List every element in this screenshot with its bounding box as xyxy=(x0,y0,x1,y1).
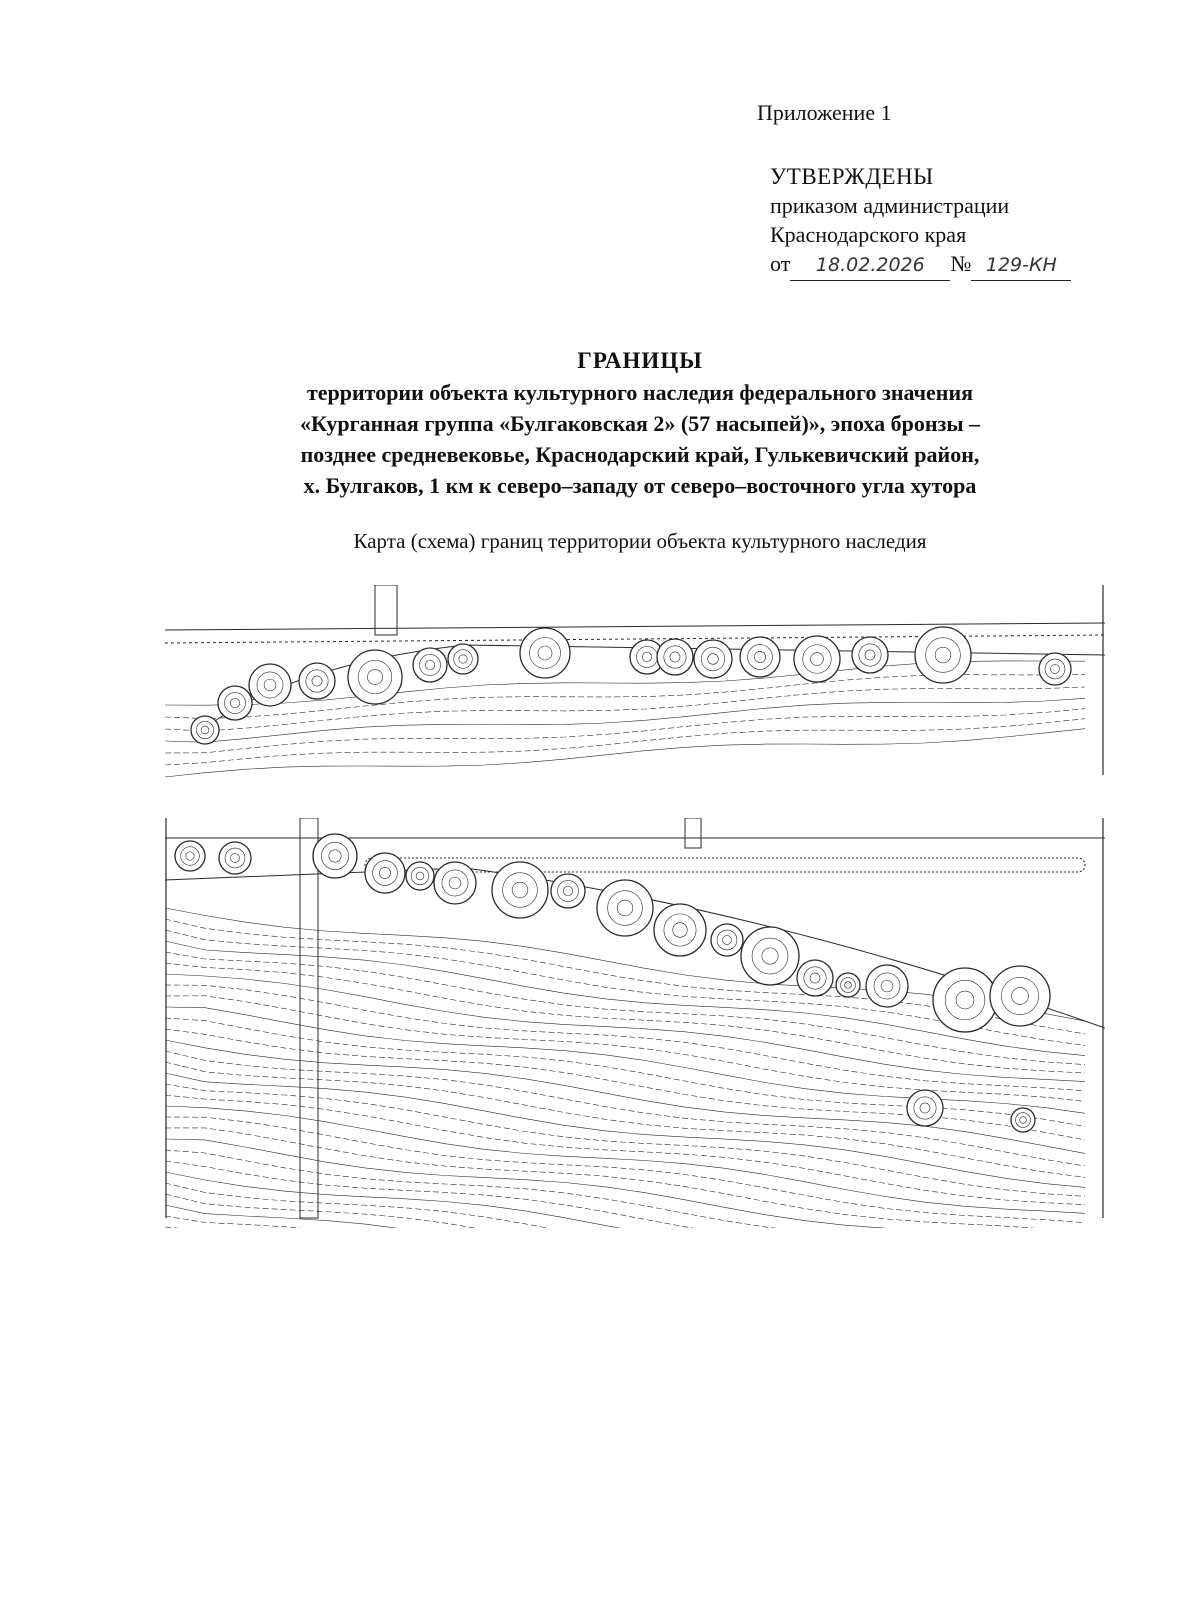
kurgan-13 xyxy=(794,636,840,682)
kurgan-3 xyxy=(249,664,291,706)
map-caption: Карта (схема) границ территории объекта культурного наследия xyxy=(353,529,927,553)
kurgan-31 xyxy=(866,965,908,1007)
title-line-2: «Курганная группа «Булгаковская 2» (57 насыпей)», эпоха бронзы – xyxy=(299,411,981,436)
kurgan-33 xyxy=(990,966,1050,1026)
kurgan-12 xyxy=(740,637,780,677)
title-line-1: территории объекта культурного наследия федерального значения xyxy=(306,380,974,405)
map-drawing-lower xyxy=(165,818,1105,1228)
kurgan-6 xyxy=(413,648,447,682)
kurgan-1 xyxy=(191,716,219,744)
approval-block xyxy=(770,162,1071,281)
kurgan-7 xyxy=(448,644,478,674)
kurgan-34 xyxy=(907,1090,943,1126)
approval-date-row xyxy=(770,249,1071,281)
map-scheme-upper xyxy=(165,585,1105,785)
kurgan-21 xyxy=(406,862,434,890)
document-title xyxy=(150,345,1130,501)
kurgan-32 xyxy=(933,968,997,1032)
title-line-4: х. Булгаков, 1 км к северо–западу от северо–восточного угла хутора xyxy=(303,473,977,498)
map-scheme-lower xyxy=(165,818,1105,1228)
kurgan-22 xyxy=(434,862,476,904)
kurgan-18 xyxy=(219,842,251,874)
kurgan-35 xyxy=(1011,1108,1035,1132)
number-prefix: № xyxy=(950,251,972,276)
kurgan-29 xyxy=(797,960,833,996)
kurgan-20 xyxy=(365,853,405,893)
kurgan-15 xyxy=(915,627,971,683)
kurgan-25 xyxy=(597,880,653,936)
approved-line-1: приказом администрации xyxy=(770,193,1010,218)
kurgan-16 xyxy=(1039,653,1071,685)
kurgan-30 xyxy=(836,973,860,997)
kurgan-26 xyxy=(654,904,706,956)
kurgan-14 xyxy=(852,637,888,673)
approved-line-2: Краснодарского края xyxy=(770,222,967,247)
map-drawing-upper xyxy=(165,585,1105,785)
kurgan-2 xyxy=(218,686,252,720)
appendix-label: Приложение 1 xyxy=(757,100,892,125)
title-heading: ГРАНИЦЫ xyxy=(577,348,703,373)
number-field: 129-КН xyxy=(971,251,1071,281)
kurgan-5 xyxy=(348,650,402,704)
kurgan-17 xyxy=(175,841,205,871)
approved-title: УТВЕРЖДЕНЫ xyxy=(770,164,934,189)
kurgan-10 xyxy=(657,639,693,675)
kurgan-23 xyxy=(492,862,548,918)
title-line-3: позднее средневековье, Краснодарский край, Гулькевичский район, xyxy=(300,442,980,467)
date-field: 18.02.2026 xyxy=(790,251,950,281)
kurgan-19 xyxy=(313,834,357,878)
kurgan-8 xyxy=(520,628,570,678)
kurgan-27 xyxy=(711,924,743,956)
kurgan-11 xyxy=(694,640,732,678)
kurgan-28 xyxy=(741,927,799,985)
kurgan-4 xyxy=(299,663,335,699)
kurgan-24 xyxy=(551,874,585,908)
date-prefix: от xyxy=(770,251,791,276)
